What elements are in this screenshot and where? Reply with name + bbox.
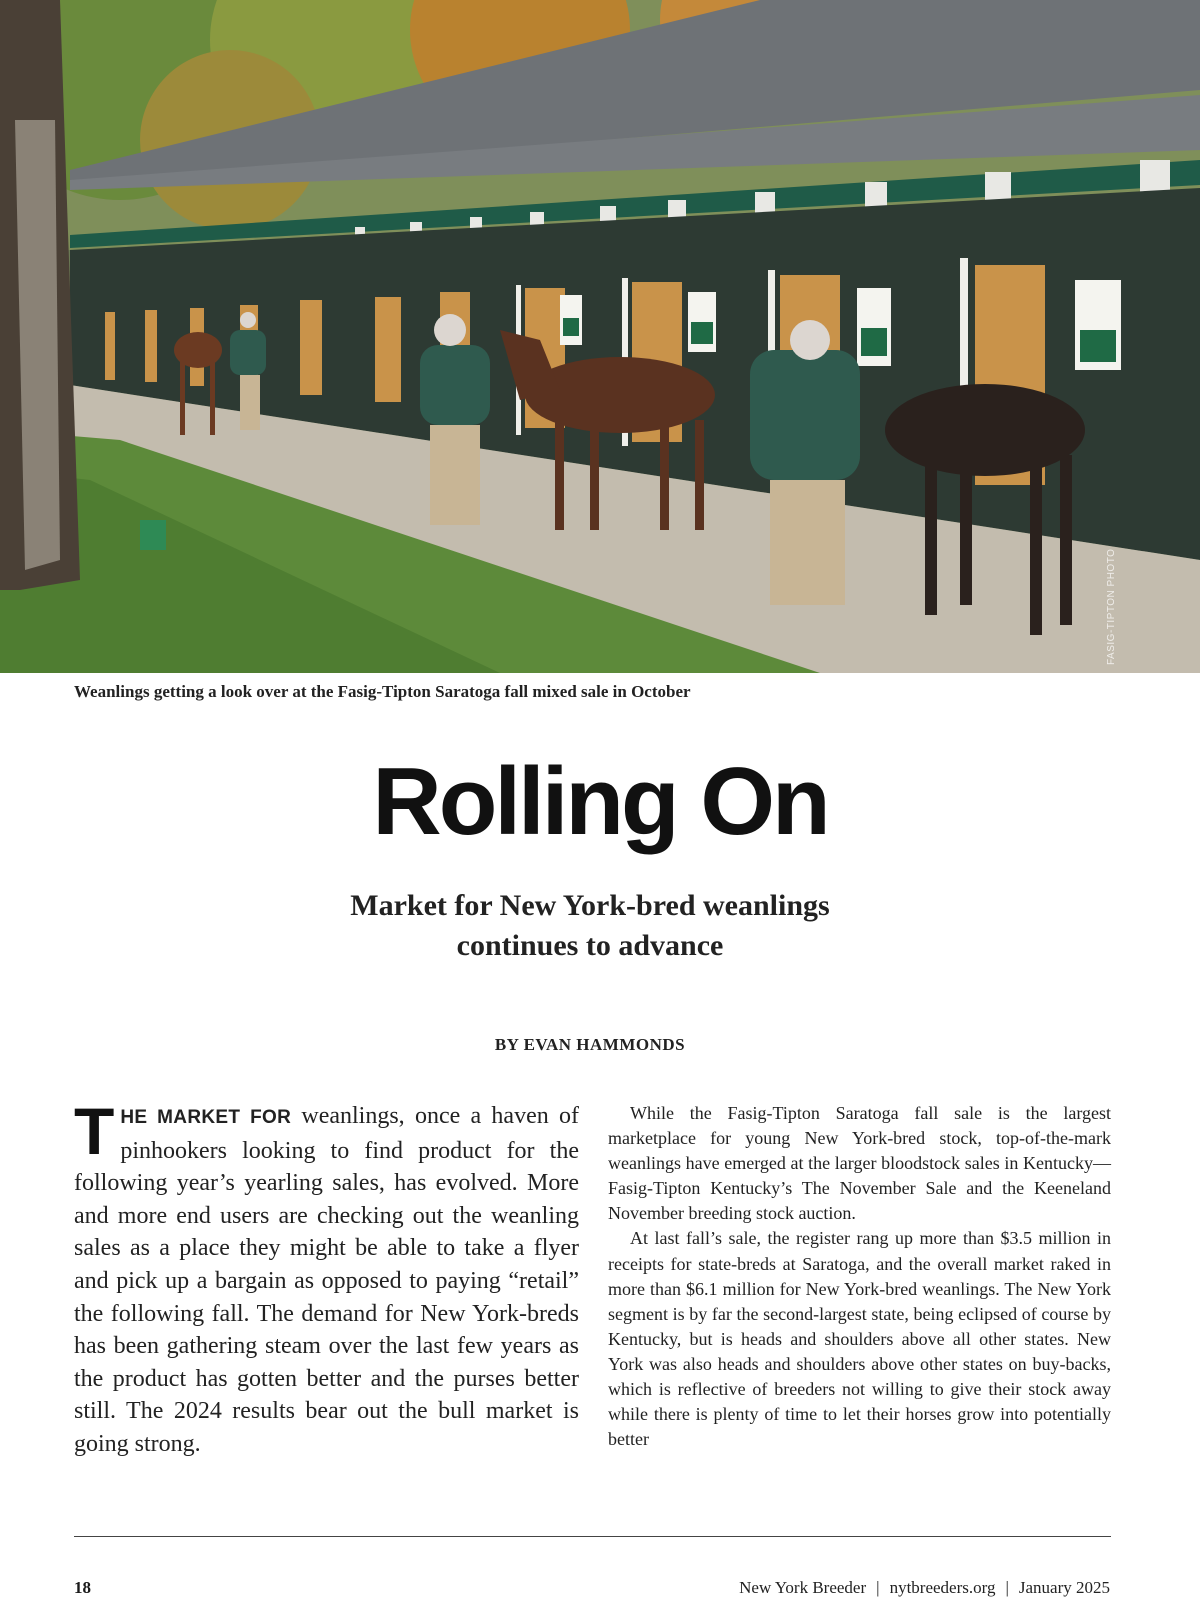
article-headline: Rolling On — [372, 748, 828, 855]
footer-separator: | — [876, 1578, 880, 1597]
paragraph: At last fall’s sale, the register rang up more than $3.5 million in receipts for state-breds at Saratoga, and the overall market raked in more than $6.1 million for New York-bred weanlings. The New York segment is by far the second-largest state, being eclipsed of course by Kentucky, but is heads and shoulders above all other states. New York was also heads and shoulders above other states on buy-backs, which is reflective of breeders not willing to give their stock away while there is plenty of time to let their horses grow into potentially better — [608, 1228, 1111, 1450]
footer-publication-info — [739, 1578, 1110, 1598]
photo-caption: Weanlings getting a look over at the Fasig-Tipton Saratoga fall mixed sale in October — [74, 682, 691, 701]
deck-line-2: continues to advance — [456, 929, 724, 962]
photo-credit: FASIG-TIPTON PHOTO — [1106, 548, 1117, 665]
stable-scene-illustration — [0, 0, 1200, 673]
hero-photo — [0, 0, 1200, 673]
left-column-body: weanlings, once a haven of pinhookers looking to find product for the following year’s yearling sales, has evolved. More and more end users are checking out the weanling sales as a place they might be able to take a flyer and pick up a bargain as opposed to paying “retail” the following fall. The demand for New York-breds has been gathering steam over the last few years as the product has gotten better and the purses better still. The 2024 results bear out the bull market is going strong. — [74, 1103, 579, 1457]
drop-cap: T — [74, 1094, 115, 1168]
website-link[interactable]: nytbreeders.org — [889, 1578, 996, 1597]
paragraph: While the Fasig-Tipton Saratoga fall sale is the largest marketplace for young New York-bred stock, top-of-the-mark weanlings have emerged at the larger bloodstock sales in Kentucky—Fasig-Tipton Kentucky’s The November Sale and the Keeneland November breeding stock auction. — [608, 1103, 1111, 1224]
marker-sign — [140, 520, 166, 550]
lead-in: HE MARKET FOR — [120, 1107, 292, 1128]
article-deck — [0, 886, 1180, 966]
article-column-left — [74, 1094, 579, 1461]
byline: BY EVAN HAMMONDS — [494, 1035, 686, 1054]
footer-separator: | — [1005, 1578, 1009, 1597]
article-column-right — [608, 1101, 1111, 1452]
footer-divider — [74, 1536, 1111, 1537]
page-number: 18 — [74, 1578, 91, 1597]
publication-name: New York Breeder — [739, 1578, 867, 1597]
deck-line-1: Market for New York-bred weanlings — [350, 889, 830, 922]
issue-date: January 2025 — [1018, 1578, 1110, 1597]
